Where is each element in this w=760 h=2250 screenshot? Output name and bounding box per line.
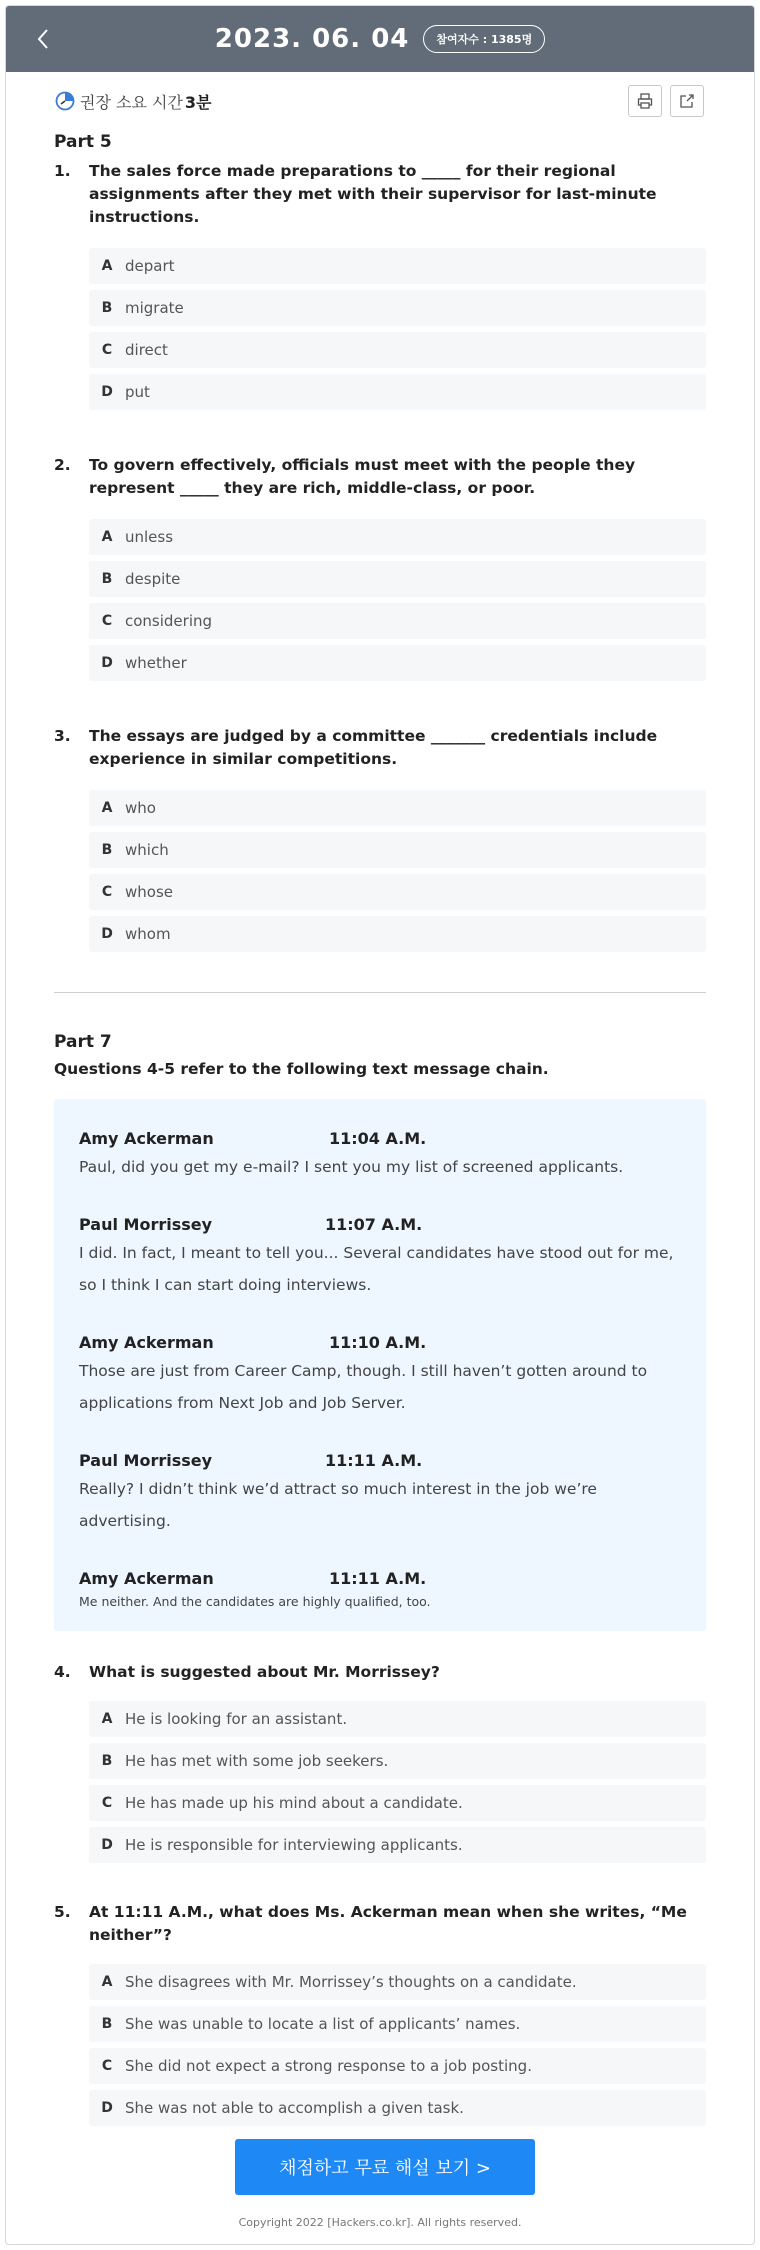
part5-title: Part 5: [54, 132, 112, 152]
message-text: Paul, did you get my e-mail? I sent you my list of screened applicants.: [79, 1158, 624, 1176]
question-number: 5.: [54, 1903, 71, 1921]
message-time: 11:11 A.M.: [325, 1450, 423, 1470]
option-letter: D: [101, 2100, 113, 2116]
option-letter: C: [101, 884, 113, 900]
option-b[interactable]: [89, 1743, 706, 1779]
question-1: [54, 160, 706, 229]
option-a[interactable]: [89, 790, 706, 826]
option-letter: A: [101, 1974, 113, 1990]
time-label: 권장 소요 시간: [80, 92, 183, 112]
option-text: who: [125, 799, 156, 817]
option-c[interactable]: [89, 332, 706, 368]
option-text: She did not expect a strong response to a job posting.: [125, 2057, 532, 2075]
option-text: considering: [125, 612, 213, 630]
option-letter: A: [101, 258, 113, 274]
option-text: whether: [125, 654, 187, 672]
sender-name: Amy Ackerman: [79, 1568, 214, 1588]
option-letter: A: [101, 1711, 113, 1727]
option-letter: A: [101, 800, 113, 816]
question-4-options: [89, 1701, 706, 1863]
option-letter: B: [101, 842, 113, 858]
question-text: The sales force made preparations to _____ for their regional assignments after they met with their supervisor for last-minute instructions.: [89, 162, 657, 226]
part7-intro: Questions 4-5 refer to the following text message chain.: [54, 1060, 549, 1078]
option-letter: D: [101, 655, 113, 671]
message-time: 11:10 A.M.: [329, 1332, 427, 1352]
clock-icon: [54, 90, 76, 112]
question-number: 1.: [54, 162, 71, 180]
message: [79, 1329, 681, 1419]
option-d[interactable]: [89, 916, 706, 952]
option-letter: C: [101, 1795, 113, 1811]
part7-title: Part 7: [54, 1032, 112, 1052]
section-divider: [54, 992, 706, 993]
option-d[interactable]: [89, 374, 706, 410]
option-c[interactable]: [89, 1785, 706, 1821]
option-text: unless: [125, 528, 174, 546]
participants-badge: 참여자수 : 1385명: [423, 25, 545, 53]
option-text: She was not able to accomplish a given task.: [125, 2099, 464, 2117]
option-text: whose: [125, 883, 173, 901]
option-text: direct: [125, 341, 168, 359]
time-value: 3분: [184, 92, 212, 112]
option-c[interactable]: [89, 2048, 706, 2084]
copyright: Copyright 2022 [Hackers.co.kr]. All rights reserved.: [238, 2216, 522, 2229]
option-letter: C: [101, 613, 113, 629]
option-letter: C: [101, 342, 113, 358]
message: [79, 1447, 681, 1537]
option-d[interactable]: [89, 1827, 706, 1863]
option-letter: B: [101, 300, 113, 316]
sender-name: Amy Ackerman: [79, 1128, 214, 1148]
option-text: put: [125, 383, 150, 401]
option-letter: D: [101, 926, 113, 942]
option-text: despite: [125, 570, 181, 588]
option-a[interactable]: [89, 519, 706, 555]
question-text: At 11:11 A.M., what does Ms. Ackerman mean when she writes, “Me neither”?: [89, 1903, 687, 1944]
question-3: [54, 725, 706, 771]
option-letter: B: [101, 2016, 113, 2032]
option-letter: D: [101, 1837, 113, 1853]
question-5: [54, 1901, 706, 1947]
question-2-options: [89, 519, 706, 681]
option-d[interactable]: [89, 645, 706, 681]
question-1-options: [89, 248, 706, 410]
message-time: 11:07 A.M.: [325, 1214, 423, 1234]
share-icon: [678, 92, 696, 110]
option-b[interactable]: [89, 2006, 706, 2042]
sender-name: Paul Morrissey: [79, 1450, 213, 1470]
option-a[interactable]: [89, 1701, 706, 1737]
page-title: 2023. 06. 04: [214, 24, 410, 54]
option-letter: A: [101, 529, 113, 545]
message-text: Those are just from Career Camp, though. I still haven’t gotten around to applications from Next Job and Job Server.: [79, 1362, 648, 1412]
option-b[interactable]: [89, 832, 706, 868]
question-4: [54, 1661, 706, 1684]
option-text: He is looking for an assistant.: [125, 1710, 348, 1728]
option-c[interactable]: [89, 603, 706, 639]
text-message-chain: [54, 1099, 706, 1631]
option-a[interactable]: [89, 1964, 706, 2000]
question-3-options: [89, 790, 706, 952]
option-c[interactable]: [89, 874, 706, 910]
option-a[interactable]: [89, 248, 706, 284]
question-2: [54, 454, 706, 500]
option-text: She was unable to locate a list of applicants’ names.: [125, 2015, 521, 2033]
print-icon: [636, 92, 654, 110]
option-b[interactable]: [89, 561, 706, 597]
option-text: He has made up his mind about a candidate.: [125, 1794, 463, 1812]
option-text: He is responsible for interviewing applicants.: [125, 1836, 463, 1854]
message-text: Really? I didn’t think we’d attract so much interest in the job we’re advertising.: [79, 1480, 597, 1530]
message: [79, 1565, 681, 1613]
option-text: She disagrees with Mr. Morrissey’s thoughts on a candidate.: [125, 1973, 577, 1991]
message: [79, 1211, 681, 1301]
question-number: 3.: [54, 727, 71, 745]
message-time: 11:11 A.M.: [329, 1568, 427, 1588]
question-number: 2.: [54, 456, 71, 474]
question-text: What is suggested about Mr. Morrissey?: [89, 1663, 440, 1681]
option-b[interactable]: [89, 290, 706, 326]
sender-name: Amy Ackerman: [79, 1332, 214, 1352]
option-text: depart: [125, 257, 175, 275]
header-bar: [6, 6, 754, 72]
message-text: I did. In fact, I meant to tell you... Several candidates have stood out for me, so I think I can start doing interviews.: [79, 1244, 674, 1294]
message-time: 11:04 A.M.: [329, 1128, 427, 1148]
back-button[interactable]: [30, 25, 58, 53]
question-text: The essays are judged by a committee _______ credentials include experience in similar competitions.: [89, 727, 658, 768]
chevron-left-icon: [30, 25, 58, 53]
option-letter: C: [101, 2058, 113, 2074]
score-and-explanation-button[interactable]: 채점하고 무료 해설 보기 >: [235, 2139, 535, 2195]
message-text: Me neither. And the candidates are highly qualified, too.: [79, 1594, 431, 1609]
option-letter: B: [101, 1753, 113, 1769]
option-text: migrate: [125, 299, 184, 317]
sender-name: Paul Morrissey: [79, 1214, 213, 1234]
question-number: 4.: [54, 1663, 71, 1681]
option-letter: D: [101, 384, 113, 400]
option-text: He has met with some job seekers.: [125, 1752, 389, 1770]
page-frame: [5, 5, 755, 2245]
option-text: which: [125, 841, 169, 859]
option-text: whom: [125, 925, 171, 943]
question-5-options: [89, 1964, 706, 2126]
question-text: To govern effectively, officials must meet with the people they represent _____ they are rich, middle-class, or poor.: [89, 456, 636, 497]
message: [79, 1125, 681, 1183]
share-button[interactable]: [670, 85, 704, 117]
option-d[interactable]: [89, 2090, 706, 2126]
print-button[interactable]: [628, 85, 662, 117]
recommended-time-row: [54, 72, 706, 130]
option-letter: B: [101, 571, 113, 587]
